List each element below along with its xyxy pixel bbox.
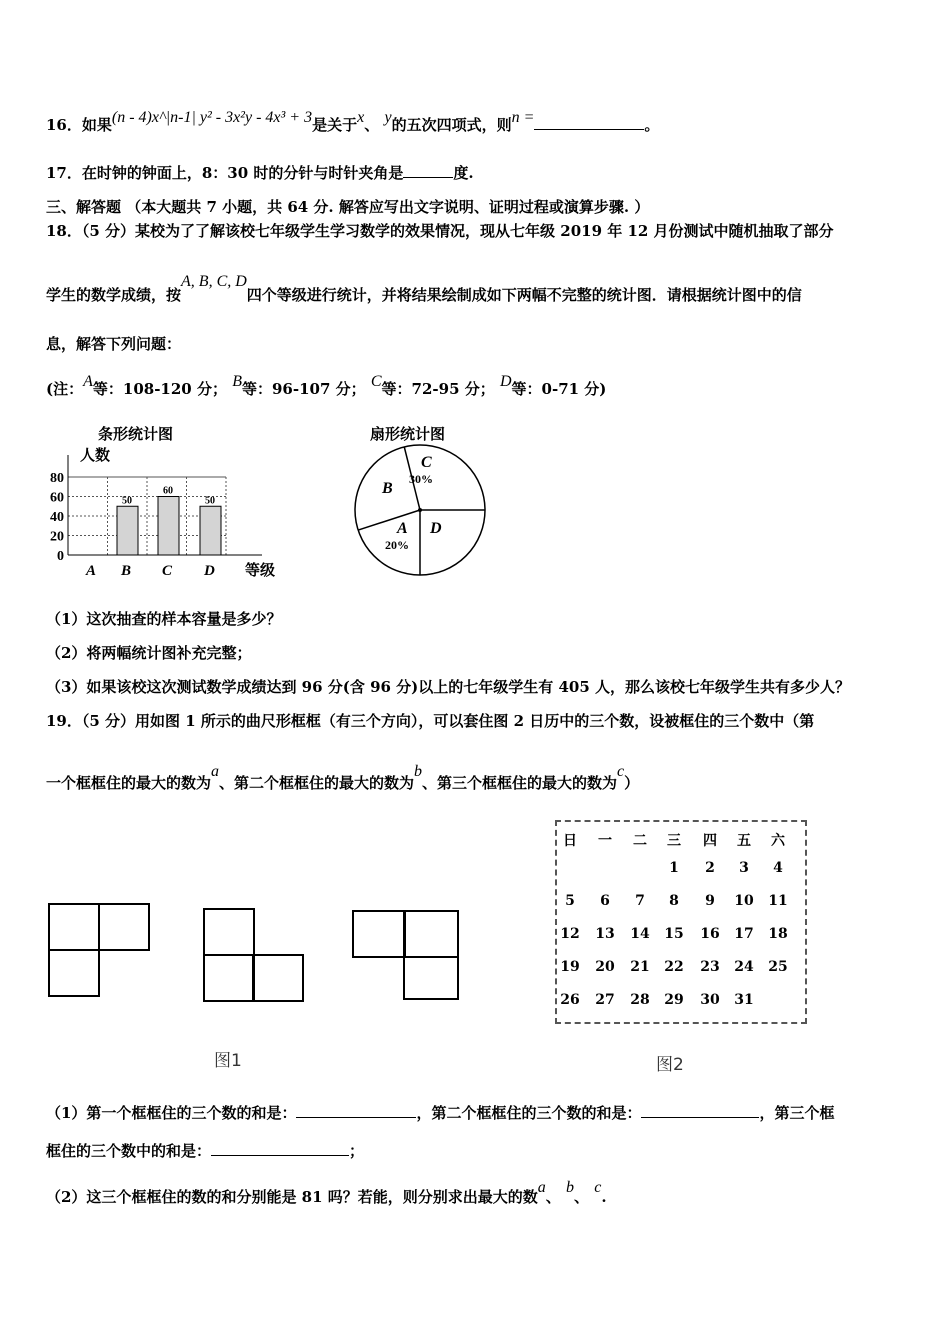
q17-text: 17．在时钟的钟面上，8：30 时的分针与时针夹角是	[46, 164, 404, 182]
q19-sub2	[46, 1179, 607, 1207]
calendar	[555, 820, 807, 1024]
calendar-day: 27	[595, 992, 615, 1008]
t: .	[601, 1188, 607, 1206]
x-tick-label: D	[204, 563, 215, 579]
square	[48, 903, 100, 951]
bar-ylabel: 人数	[80, 448, 111, 464]
y-tick-label: 60	[50, 490, 64, 506]
q19-line1: 19．（5 分）用如图 1 所示的曲尺形框框（有三个方向），可以套住图 2 日历中的三个数，设被框住的三个数中（第	[46, 712, 815, 730]
q18-sub2: （2）将两幅统计图补充完整；	[46, 644, 252, 662]
t: ）	[624, 774, 640, 792]
question-16	[46, 109, 660, 135]
data-label: 60	[163, 485, 173, 497]
calendar-day: 4	[773, 860, 783, 876]
q18-sub1: （1）这次抽查的样本容量是多少？	[46, 610, 282, 628]
q16-expression: (n - 4)x^|n-1| y² - 3x²y - 4x³ + 3	[111, 109, 313, 126]
var-a: a	[211, 763, 220, 780]
section-3-heading: 三、解答题 （本大题共 7 小题，共 64 分. 解答应写出文字说明、证明过程或演算步骤. ）	[46, 198, 650, 216]
var-n: n =	[511, 109, 535, 126]
calendar-day: 10	[734, 893, 754, 909]
calendar-day: 19	[560, 959, 580, 975]
q19-line2	[46, 763, 640, 793]
pie-label: A	[397, 520, 408, 537]
t: 、	[574, 1188, 590, 1206]
answer-blank[interactable]	[296, 1103, 416, 1118]
var-c: c	[594, 1179, 602, 1196]
calendar-day: 26	[560, 992, 580, 1008]
square	[352, 910, 406, 958]
calendar-day: 6	[600, 893, 610, 909]
q17-end: 度.	[453, 164, 474, 182]
q18-note	[46, 373, 607, 399]
x-tick-label: C	[162, 563, 173, 579]
calendar-day: 1	[669, 860, 679, 876]
calendar-day: 24	[734, 959, 754, 975]
bar-xlabel: 等级	[245, 563, 276, 579]
calendar-day: 15	[664, 926, 684, 942]
calendar-day: 8	[669, 893, 679, 909]
square	[203, 954, 255, 1002]
t: 一个框框住的最大的数为	[46, 774, 212, 792]
q18-line3: 息，解答下列问题：	[46, 335, 182, 353]
square	[203, 908, 255, 956]
calendar-weekday-header: 二	[633, 833, 647, 849]
calendar-day: 7	[635, 893, 645, 909]
pie-label: C	[421, 454, 432, 471]
calendar-day: 9	[705, 893, 715, 909]
calendar-day: 20	[595, 959, 615, 975]
t: 、第三个框框住的最大的数为	[422, 774, 618, 792]
var-b: b	[414, 763, 423, 780]
var-x: x	[357, 109, 365, 126]
t: ；	[349, 1142, 365, 1160]
pie-label: B	[382, 480, 393, 497]
t: 四个等级进行统计，并将结果绘制成如下两幅不完整的统计图．请根据统计图中的信	[246, 286, 802, 304]
t: 等：0-71 分)	[511, 380, 607, 398]
answer-blank[interactable]	[211, 1141, 349, 1156]
pie-percent-label: 20%	[385, 538, 409, 552]
square	[98, 903, 150, 951]
calendar-day: 12	[560, 926, 580, 942]
calendar-day: 22	[664, 959, 684, 975]
t: B	[232, 373, 242, 390]
t: 、	[545, 1188, 561, 1206]
charts	[40, 415, 500, 585]
calendar-day: 28	[630, 992, 650, 1008]
pie-center	[418, 508, 422, 512]
calendar-day: 31	[734, 992, 754, 1008]
t: 、第二个框框住的最大的数为	[219, 774, 415, 792]
calendar-weekday-header: 五	[737, 833, 751, 849]
x-tick-label: B	[121, 563, 132, 579]
figure-2-caption: 图2	[656, 1055, 684, 1075]
bar	[200, 506, 221, 555]
t: ，第三个框	[759, 1104, 835, 1122]
q19-sub1	[46, 1102, 834, 1123]
square	[48, 949, 100, 997]
t: 框住的三个数中的和是：	[46, 1142, 212, 1160]
calendar-day: 17	[734, 926, 754, 942]
calendar-day: 16	[700, 926, 720, 942]
pie-chart	[355, 445, 485, 575]
sep: 、	[364, 116, 380, 134]
figure-1-caption: 图1	[214, 1051, 242, 1071]
t: D	[499, 373, 512, 390]
square	[252, 954, 304, 1002]
t: 学生的数学成绩，按	[46, 286, 182, 304]
calendar-day: 13	[595, 926, 615, 942]
calendar-day: 2	[705, 860, 715, 876]
y-tick-label: 0	[57, 549, 64, 564]
square	[403, 910, 459, 958]
data-label: 50	[122, 495, 132, 507]
pie-slice-boundary	[358, 510, 420, 530]
answer-blank[interactable]	[534, 115, 644, 130]
pie-title: 扇形统计图	[370, 427, 446, 443]
calendar-day: 18	[768, 926, 788, 942]
question-17	[46, 162, 474, 183]
calendar-day: 21	[630, 959, 650, 975]
q18-sub3: （3）如果该校这次测试数学成绩达到 96 分(含 96 分)以上的七年级学生有 405 人，那么该校七年级学生共有多少人？	[46, 678, 851, 696]
y-tick-label: 20	[50, 529, 64, 545]
answer-blank[interactable]	[403, 163, 453, 178]
calendar-day: 5	[565, 893, 575, 909]
var-a: a	[537, 1179, 546, 1196]
pie-percent-label: 30%	[409, 472, 433, 486]
q16-suffix: 的五次四项式，则	[391, 116, 512, 134]
calendar-weekday-header: 四	[703, 833, 717, 849]
calendar-day: 25	[768, 959, 788, 975]
t: 等：108-120 分；	[92, 380, 227, 398]
calendar-day: 11	[768, 893, 788, 909]
t: C	[370, 373, 382, 390]
t: 等：72-95 分；	[381, 380, 495, 398]
data-label: 50	[205, 495, 215, 507]
calendar-day: 29	[664, 992, 684, 1008]
t: （2）这三个框框住的数的和分别能是 81 吗？若能，则分别求出最大的数	[46, 1188, 538, 1206]
bar	[158, 497, 179, 556]
calendar-day: 14	[630, 926, 650, 942]
t: ，第二个框框住的三个数的和是：	[416, 1104, 642, 1122]
t: 等：96-107 分；	[241, 380, 366, 398]
calendar-weekday-header: 日	[563, 833, 577, 849]
calendar-weekday-header: 一	[598, 833, 612, 849]
calendar-weekday-header: 三	[667, 833, 681, 849]
q16-end: 。	[644, 116, 660, 134]
answer-blank[interactable]	[641, 1103, 759, 1118]
calendar-day: 3	[739, 860, 749, 876]
q16-mid: 是关于	[312, 116, 358, 134]
q18-line1: 18．（5 分）某校为了了解该校七年级学生学习数学的效果情况，现从七年级 2019 年 12 月份测试中随机抽取了部分	[46, 222, 834, 240]
calendar-day: 30	[700, 992, 720, 1008]
t: （1）第一个框框住的三个数的和是：	[46, 1104, 297, 1122]
x-tick-label: A	[86, 563, 97, 579]
bar	[117, 506, 138, 555]
t: (注：	[46, 380, 84, 398]
t: A	[83, 373, 93, 390]
square	[403, 956, 459, 1000]
calendar-weekday-header: 六	[771, 833, 785, 849]
bar-chart	[50, 455, 262, 579]
q16-prefix: 16．如果	[46, 116, 112, 134]
var-b: b	[566, 1179, 575, 1196]
var-c: c	[617, 763, 625, 780]
q19-sub1-cont	[46, 1140, 364, 1161]
grades: A, B, C, D	[181, 273, 247, 290]
q18-line2	[46, 273, 802, 305]
bar-title: 条形统计图	[98, 427, 174, 443]
pie-label: D	[430, 520, 442, 537]
y-tick-label: 40	[50, 510, 64, 525]
var-y: y	[384, 109, 392, 126]
y-tick-label: 80	[50, 471, 64, 486]
calendar-day: 23	[700, 959, 720, 975]
